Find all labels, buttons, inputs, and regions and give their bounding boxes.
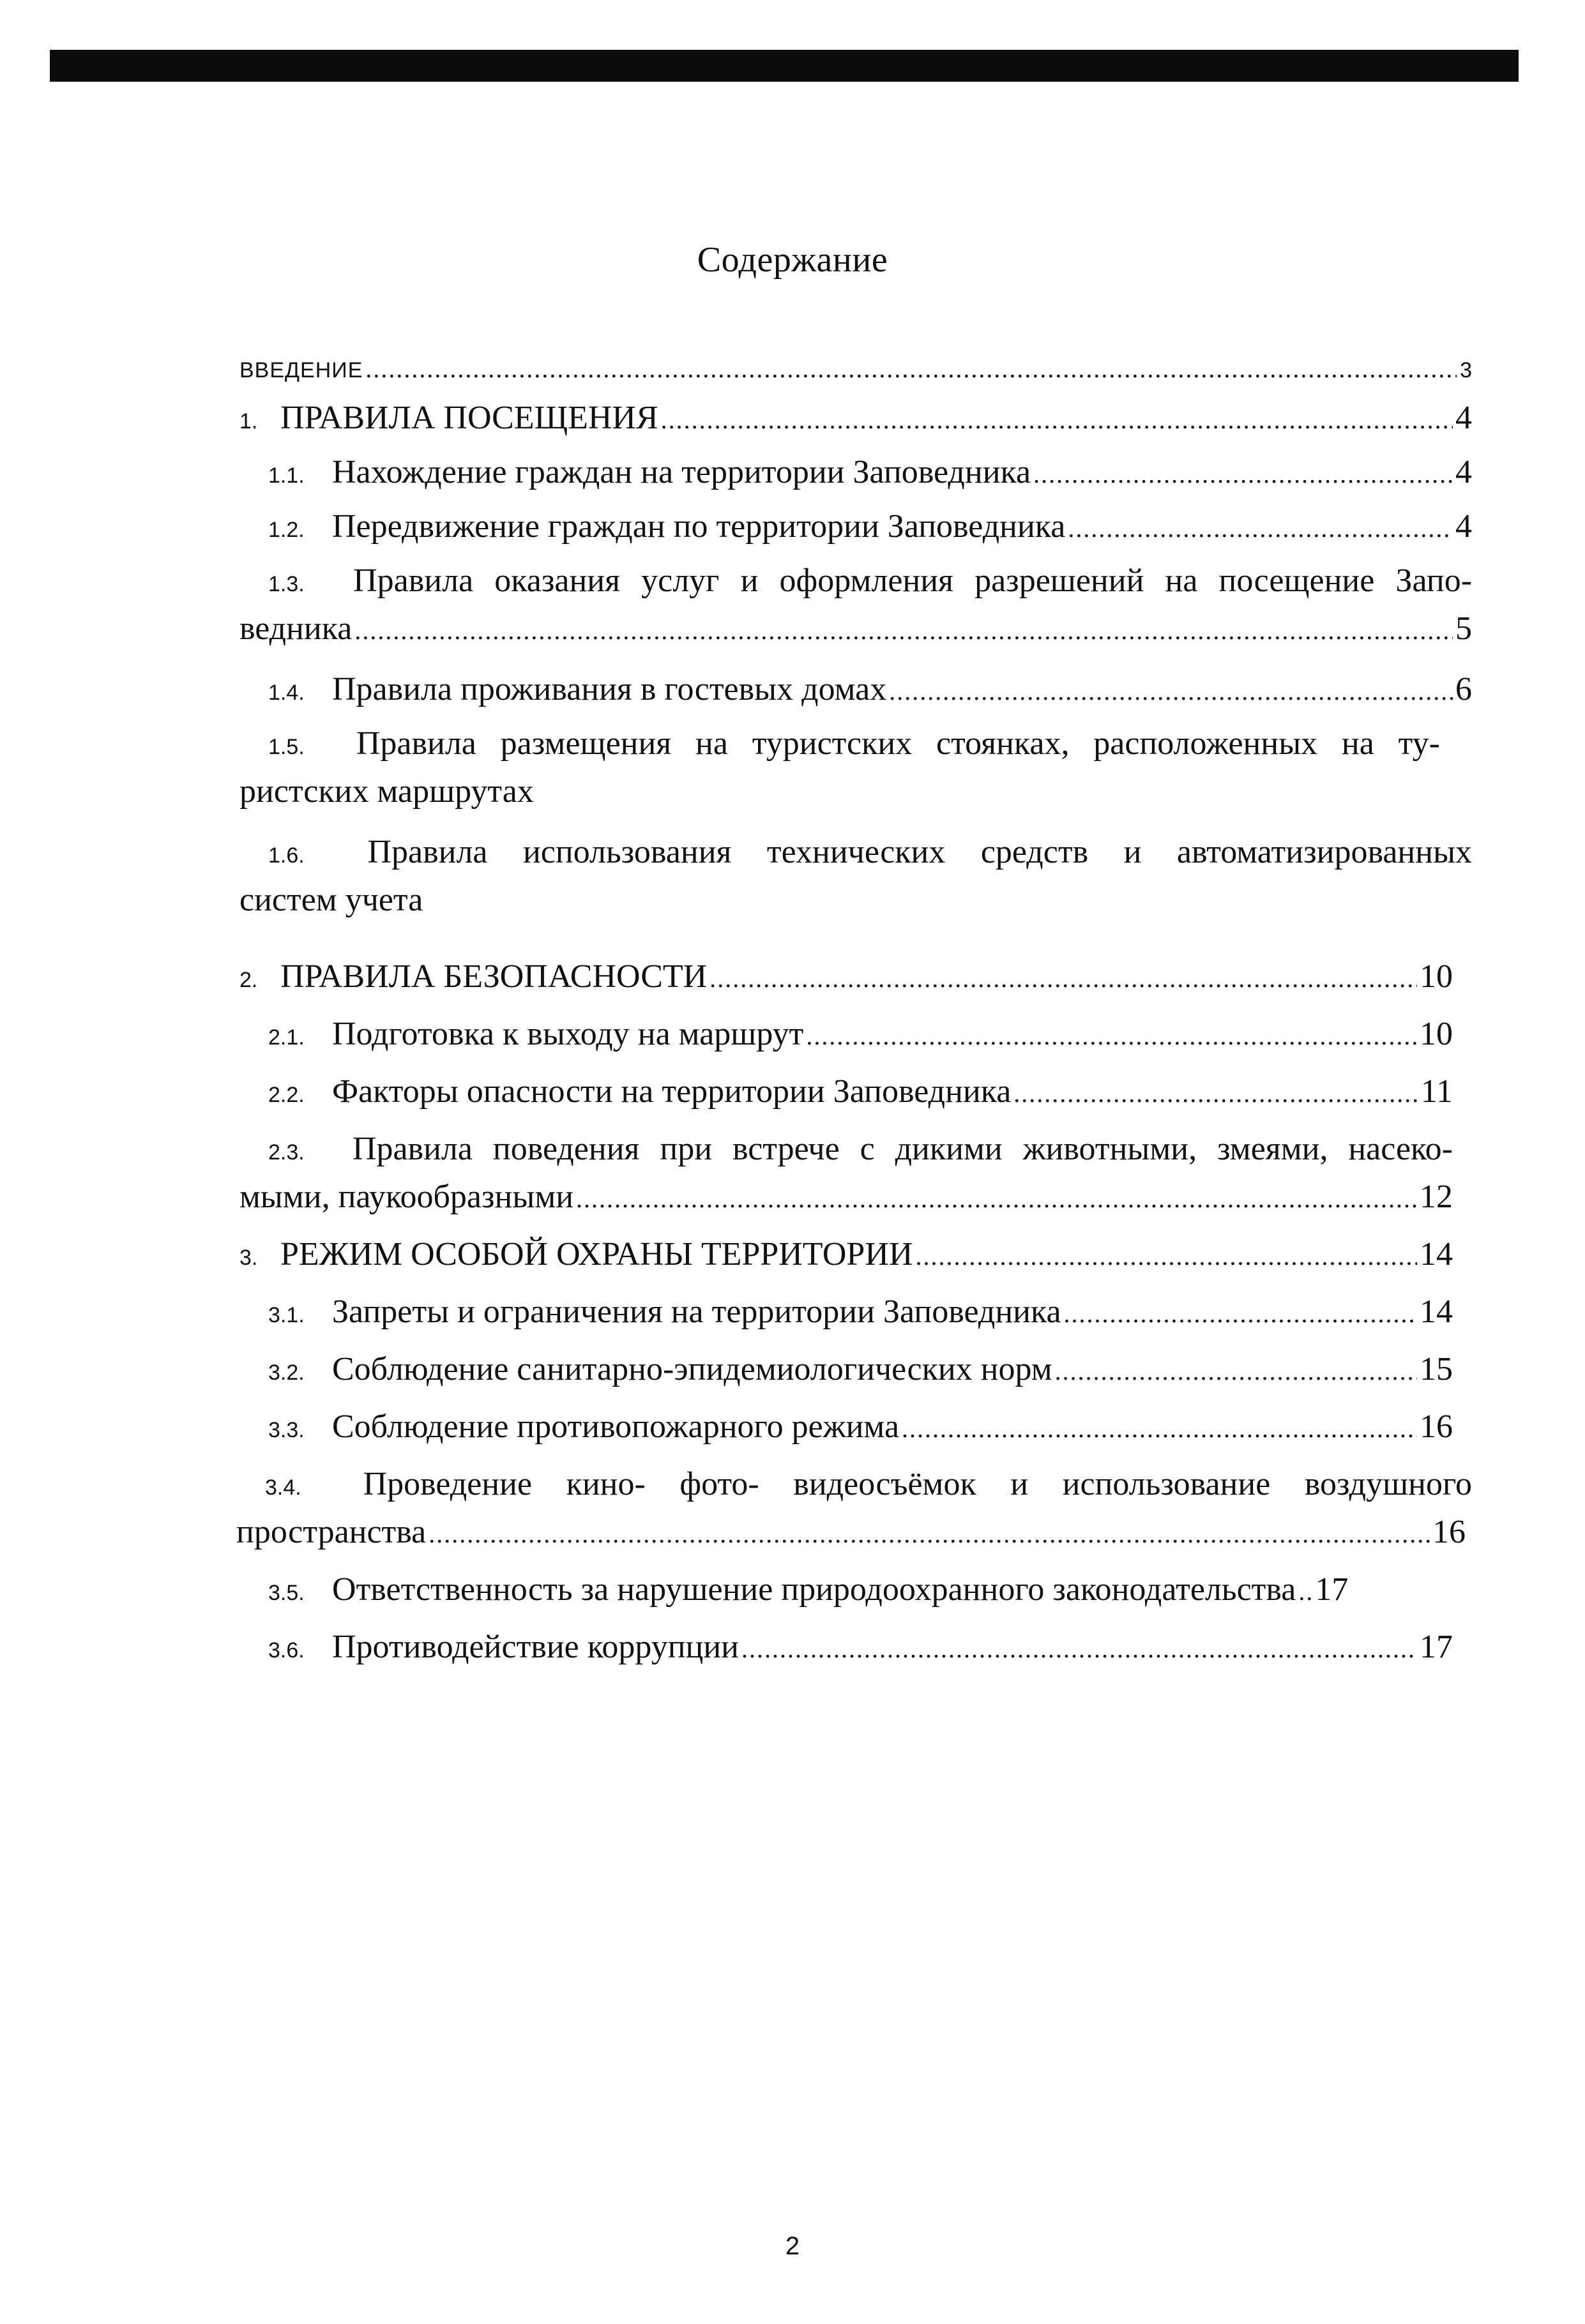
toc-page: 10 <box>1420 1016 1453 1052</box>
toc-page: 6 <box>1455 671 1472 707</box>
toc-leader <box>365 345 1457 391</box>
toc-number: 2.2. <box>268 1083 305 1107</box>
toc-leader <box>1033 450 1453 497</box>
toc-label: Соблюдение противопожарного режима <box>332 1408 900 1445</box>
toc-leader <box>661 396 1453 442</box>
toc-entry-3-5[interactable] <box>239 1567 1453 1615</box>
toc-entry-2[interactable] <box>239 954 1453 1002</box>
toc-page: 11 <box>1420 1073 1453 1110</box>
toc-label-continued: мыми, паукообразными <box>239 1179 574 1215</box>
page-title: Содержание <box>697 240 888 280</box>
toc-number: 1.1. <box>268 464 305 488</box>
toc-number: 3.2. <box>268 1361 305 1385</box>
toc-number: 3.6. <box>268 1638 305 1663</box>
toc-label: Соблюдение санитарно-эпидемиологических норм <box>332 1351 1052 1387</box>
toc-label: Правила поведения при встрече с дикими животными, змеями, насеко- <box>352 1131 1453 1167</box>
toc-entry-1-6[interactable] <box>239 830 1472 923</box>
toc-label: Противодействие коррупции <box>332 1629 739 1665</box>
toc-entry-3-6[interactable] <box>239 1625 1453 1673</box>
toc-page: 14 <box>1420 1294 1453 1330</box>
toc-entry-3[interactable] <box>239 1232 1453 1280</box>
toc-label: ВВЕДЕНИЕ <box>239 358 363 382</box>
toc-leader <box>1064 1290 1417 1336</box>
toc-page: 10 <box>1420 958 1453 995</box>
toc-leader <box>576 1175 1417 1221</box>
toc-number: 3. <box>239 1246 258 1270</box>
toc-page: 16 <box>1420 1408 1453 1445</box>
toc-entry-1-3[interactable] <box>239 559 1472 653</box>
toc-number: 1. <box>239 409 258 434</box>
toc-leader <box>709 954 1417 1001</box>
toc-leader <box>1068 504 1453 551</box>
toc-entry-1[interactable] <box>239 396 1472 444</box>
toc-page: 4 <box>1455 400 1472 436</box>
toc-number: 3.5. <box>268 1581 305 1605</box>
toc-label: Правила оказания услуг и оформления разрешений на посещение Запо- <box>353 562 1473 599</box>
toc-label: Нахождение граждан на территории Заповедника <box>332 454 1031 490</box>
toc-number: 1.5. <box>268 735 305 759</box>
toc-entry-3-2[interactable] <box>239 1347 1453 1395</box>
toc-number: 1.4. <box>268 681 305 705</box>
toc-entry-3-4[interactable] <box>236 1462 1472 1557</box>
toc-label: Факторы опасности на территории Заповедника <box>332 1073 1012 1110</box>
toc-label: ПРАВИЛА ПОСЕЩЕНИЯ <box>280 400 658 436</box>
toc-entry-1-4[interactable] <box>239 667 1472 715</box>
toc-number: 3.4. <box>265 1475 301 1500</box>
toc-page: 16 <box>1432 1514 1466 1550</box>
toc-number: 1.2. <box>268 518 305 542</box>
toc-leader <box>902 1405 1417 1451</box>
toc-number: 2.1. <box>268 1025 305 1050</box>
toc-label: ПРАВИЛА БЕЗОПАСНОСТИ <box>280 958 708 995</box>
toc-page: 17 <box>1315 1571 1349 1608</box>
toc-number: 3.3. <box>268 1418 305 1442</box>
toc-leader <box>889 667 1453 714</box>
toc-page: 3 <box>1460 358 1472 382</box>
toc-number: 1.6. <box>268 843 305 868</box>
toc-number: 1.3. <box>268 572 305 596</box>
toc-entry-3-1[interactable] <box>239 1290 1453 1338</box>
toc-label-continued: ристских маршрутах <box>239 773 534 810</box>
toc-page: 4 <box>1455 454 1472 490</box>
toc-page: 15 <box>1420 1351 1453 1387</box>
toc-label: Подготовка к выходу на маршрут <box>332 1016 804 1052</box>
toc-entry-intro[interactable] <box>239 345 1472 393</box>
toc-leader <box>1298 1567 1312 1614</box>
toc-label-continued: систем учета <box>239 882 423 918</box>
toc-page: 17 <box>1420 1629 1453 1665</box>
toc-label: Правила проживания в гостевых домах <box>332 671 887 707</box>
toc-label: Правила использования технических средств и автоматизированных <box>367 834 1473 870</box>
scan-top-bar <box>50 50 1519 82</box>
toc-label: РЕЖИМ ОСОБОЙ ОХРАНЫ ТЕРРИТОРИИ <box>280 1236 913 1272</box>
toc-leader <box>1013 1069 1418 1116</box>
toc-label: Передвижение граждан по территории Заповедника <box>332 508 1066 545</box>
toc-entry-2-3[interactable] <box>239 1127 1453 1221</box>
toc-leader <box>1055 1347 1417 1394</box>
toc-label: Запреты и ограничения на территории Заповедника <box>332 1294 1061 1330</box>
toc-label-continued: пространства <box>236 1514 427 1550</box>
toc-entry-2-1[interactable] <box>239 1012 1453 1060</box>
toc-entry-2-2[interactable] <box>239 1069 1453 1117</box>
toc-leader <box>354 607 1453 653</box>
toc-page: 4 <box>1455 508 1472 545</box>
toc-label: Ответственность за нарушение природоохранного законодательства <box>332 1571 1296 1608</box>
toc-leader <box>741 1625 1417 1671</box>
toc-label-continued: ведника <box>239 610 353 647</box>
toc-number: 2. <box>239 968 258 992</box>
toc-leader <box>915 1232 1417 1279</box>
toc-label: Правила размещения на туристских стоянках, расположенных на ту- <box>356 725 1440 762</box>
toc-entry-3-3[interactable] <box>239 1405 1453 1452</box>
toc-entry-1-5[interactable] <box>239 721 1440 814</box>
toc-leader <box>806 1012 1417 1059</box>
toc-page: 5 <box>1455 610 1472 647</box>
page-number: 2 <box>785 2232 800 2260</box>
toc-entry-1-1[interactable] <box>239 450 1472 498</box>
toc-entry-1-2[interactable] <box>239 504 1472 552</box>
toc-page: 14 <box>1420 1236 1453 1272</box>
toc-leader <box>428 1510 1430 1557</box>
toc-label: Проведение кино- фото- видеосъёмок и использование воздушного <box>363 1466 1473 1502</box>
toc-number: 2.3. <box>268 1140 305 1165</box>
toc-number: 3.1. <box>268 1303 305 1327</box>
toc-page: 12 <box>1420 1179 1453 1215</box>
